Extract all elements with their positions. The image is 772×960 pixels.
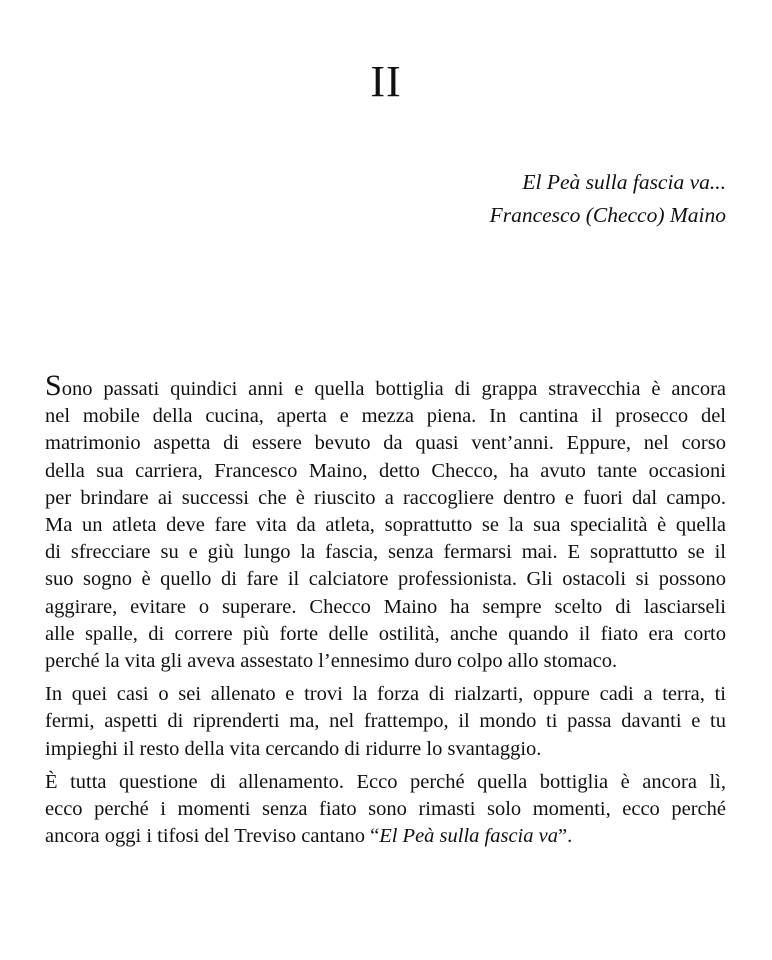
text-line [45,823,726,850]
text-line-content: ”. [557,825,573,848]
paragraph-1 [45,369,726,675]
body-text [45,369,726,856]
text-line: della sua carriera, Francesco Maino, detto Checco, ha avuto tante occasioni [45,459,726,482]
text-line: aggirare, evitare o superare. Checco Maino ha sempre scelto di lasciarseli [45,595,726,618]
text-line: Ma un atleta deve fare vita da atleta, soprattutto se la sua specialità è quella [45,514,726,537]
epigraph-attribution: Francesco (Checco) Maino [489,203,726,227]
text-line: nel mobile della cucina, aperta e mezza piena. In cantina il prosecco del [45,405,726,428]
text-line [45,369,726,403]
text-line: In quei casi o sei allenato e trovi la forza di rialzarti, oppure cadi a terra, ti [45,683,726,706]
text-line: matrimonio aspetta di essere bevuto da quasi vent’anni. Eppure, nel corso [45,432,726,455]
text-line: di sfrecciare su e giù lungo la fascia, senza fermarsi mai. E soprattutto se il [45,541,726,564]
initial-letter: S [45,369,62,402]
text-line: impieghi il resto della vita cercando di ridurre lo svantaggio. [45,737,542,760]
text-line: ecco perché i momenti senza fiato sono rimasti solo momenti, ecco perché [45,798,726,821]
paragraph-2 [45,681,726,763]
chapter-number: II [370,57,402,106]
epigraph [490,166,726,232]
text-line-content: ono passati quindici anni e quella bottiglia di grappa stravecchia è ancora [61,378,726,400]
text-line: perché la vita gli aveva assestato l’ennesimo duro colpo allo stomaco. [45,650,618,673]
quoted-chant: El Peà sulla fascia va [379,825,558,848]
text-line-content: ancora oggi i tifosi del Treviso cantano “ [45,825,380,848]
text-line: fermi, aspetti di riprenderti ma, nel frattempo, il mondo ti passa davanti e tu [45,710,726,733]
text-line: È tutta questione di allenamento. Ecco perché quella bottiglia è ancora lì, [45,770,726,793]
epigraph-quote: El Peà sulla fascia va... [522,170,726,194]
text-line: suo sogno è quello di fare il calciatore professionista. Gli ostacoli si possono [45,568,726,591]
paragraph-3 [45,769,726,851]
text-line: alle spalle, di correre più forte delle ostilità, anche quando il fiato era corto [45,622,726,645]
text-line: per brindare ai successi che è riuscito a raccogliere dentro e fuori dal campo. [45,486,726,509]
